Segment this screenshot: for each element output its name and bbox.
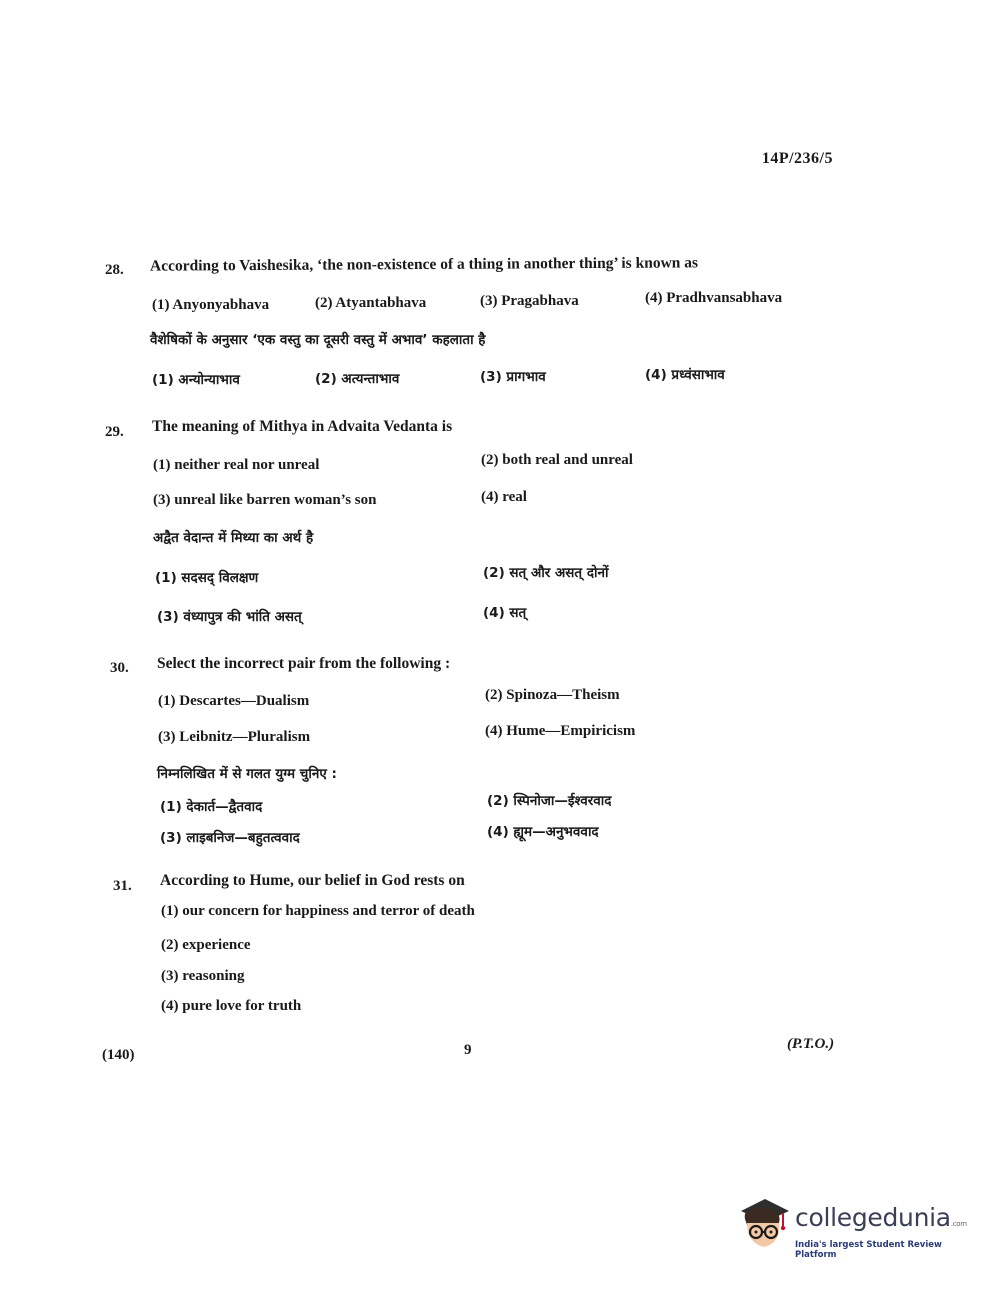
question-text: According to Hume, our belief in God rests on — [160, 872, 465, 889]
hindi-option: (2) अत्यन्ताभाव — [315, 371, 400, 387]
option: (1) Descartes—Dualism — [158, 693, 310, 709]
hindi-option: (2) स्पिनोजा—ईश्वरवाद — [487, 793, 612, 809]
option: (3) Leibnitz—Pluralism — [158, 729, 311, 745]
hindi-option: (4) ह्यूम—अनुभववाद — [487, 824, 599, 840]
hindi-option: (3) प्रागभाव — [480, 369, 546, 385]
option: (4) Pradhvansabhava — [645, 290, 783, 306]
hindi-question-text: वैशेषिकों के अनुसार ‘एक वस्तु का दूसरी वस्तु में अभाव’ कहलाता है — [150, 332, 486, 348]
option: (4) real — [481, 489, 527, 505]
hindi-option: (4) सत् — [483, 605, 527, 621]
option: (2) both real and unreal — [481, 452, 633, 468]
option: (4) Hume—Empiricism — [485, 723, 636, 739]
brand-tagline: India's largest Student Review Platform — [795, 1240, 942, 1260]
hindi-question-text: निम्नलिखित में से गलत युग्म चुनिए : — [157, 766, 337, 782]
question-number: 29. — [105, 424, 124, 440]
option: (3) unreal like barren woman’s son — [153, 492, 377, 508]
page-number: 9 — [464, 1042, 472, 1058]
hindi-option: (1) अन्योन्याभाव — [152, 372, 240, 388]
option: (1) neither real nor unreal — [153, 457, 320, 473]
option: (1) Anyonyabhava — [152, 297, 270, 313]
hindi-option: (2) सत् और असत् दोनों — [483, 565, 609, 581]
question-number: 30. — [110, 660, 129, 676]
question-number: 31. — [113, 878, 132, 894]
hindi-option: (1) सदसद् विलक्षण — [155, 570, 259, 586]
hindi-question-text: अद्वैत वेदान्त में मिथ्या का अर्थ है — [153, 530, 314, 546]
option: (1) our concern for happiness and terror of death — [161, 903, 475, 919]
question-text: The meaning of Mithya in Advaita Vedanta is — [152, 418, 453, 435]
option: (3) reasoning — [161, 968, 245, 984]
option: (2) experience — [161, 937, 251, 953]
option: (2) Spinoza—Theism — [485, 687, 620, 703]
pto-label: (P.T.O.) — [787, 1036, 835, 1052]
paper-code: 14P/236/5 — [761, 150, 833, 167]
hindi-option: (4) प्रध्वंसाभाव — [645, 367, 725, 383]
brand-text: collegedunia — [795, 1203, 951, 1232]
mascot-icon — [735, 1195, 793, 1257]
option: (3) Pragabhava — [480, 293, 579, 309]
question-text: Select the incorrect pair from the following : — [157, 655, 451, 672]
hindi-option: (3) लाइबनिज—बहुतत्ववाद — [160, 830, 300, 846]
booklet-code: (140) — [102, 1047, 135, 1063]
collegedunia-watermark — [735, 1195, 965, 1265]
option: (2) Atyantabhava — [315, 295, 427, 311]
option: (4) pure love for truth — [161, 998, 302, 1014]
hindi-option: (3) वंध्यापुत्र की भांति असत् — [157, 609, 302, 625]
brand-name — [795, 1203, 967, 1232]
brand-suffix: .com — [950, 1220, 967, 1228]
question-text: According to Vaishesika, ‘the non-existence of a thing in another thing’ is known as — [149, 254, 699, 275]
question-number: 28. — [105, 262, 124, 278]
hindi-option: (1) देकार्त—द्वैतवाद — [160, 799, 263, 815]
